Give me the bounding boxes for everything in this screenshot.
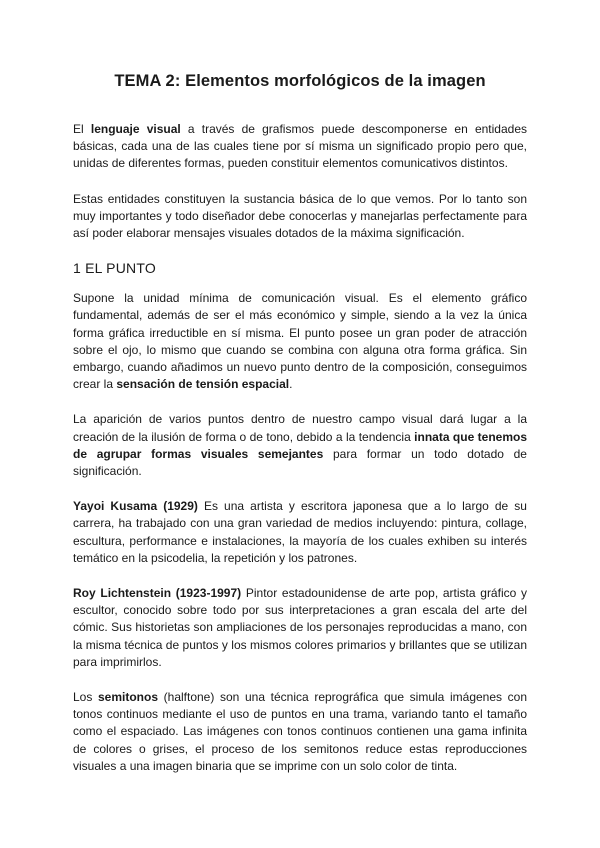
text-run: La aparición de varios puntos dentro de nuestro campo visual dará lugar a la creación de la ilusión de forma o de tono, debido a la tendencia: [73, 412, 527, 444]
lichtenstein-paragraph: [73, 585, 527, 671]
text-run: Supone la unidad mínima de comunicación visual. Es el elemento gráfico fundamental, además de ser el más económico y simple, siendo a la vez la única forma gráfica irreductible en sí misma. El punto posee un gran poder de atracción sobre el ojo, lo mismo que cuando se combina con alguna otra forma gráfica. Sin embargo, cuando añadimos un nuevo punto dentro de la composición, conseguimos crear la: [73, 291, 527, 392]
semitonos-paragraph: [73, 689, 527, 775]
bold-term-agrupar-formas: innata que tenemos de agrupar formas visuales semejantes: [73, 429, 528, 461]
intro-paragraph-1: [73, 121, 527, 173]
text-run: El: [73, 122, 91, 136]
intro-paragraph-2: Estas entidades constituyen la sustancia básica de lo que vemos. Por lo tanto son muy importantes y todo diseñador debe conocerlas y manejarlas perfectamente para así poder elaborar mensajes visuales dotados de la máxima significación.: [73, 191, 527, 241]
page-title: TEMA 2: Elementos morfológicos de la imagen: [114, 72, 486, 90]
bold-term-semitonos: semitonos: [98, 690, 159, 705]
text-run: a través de grafismos puede descomponerse en entidades básicas, cada una de las cuales tiene por sí misma un significado propio pero que, unidas de diferentes formas, pueden constituir elementos comunicativos distintos.: [73, 122, 527, 171]
section-heading-el-punto: 1 EL PUNTO: [73, 260, 156, 277]
bold-term-tension-espacial: sensación de tensión espacial: [116, 377, 290, 392]
kusama-paragraph: [73, 498, 527, 567]
text-run: para formar un todo dotado de significación.: [73, 446, 527, 479]
bold-name-lichtenstein: Roy Lichtenstein (1923-1997): [73, 586, 242, 601]
text-run: Pintor estadounidense de arte pop, artista gráfico y escultor, conocido sobre todo por sus interpretaciones a gran escala del arte del cómic. Sus historietas son ampliaciones de los personajes reproducidas a mano, con la misma técnica de puntos y los mismos colores primarios y brillantes que se utilizan para imprimirlos.: [73, 586, 527, 669]
punto-paragraph-1: [73, 290, 527, 393]
text-run: Los: [73, 690, 98, 705]
bold-term-lenguaje-visual: lenguaje visual: [90, 122, 181, 136]
punto-paragraph-2: [73, 411, 527, 480]
text-run: (halftone) son una técnica reprográfica que simula imágenes con tonos continuos mediante el uso de puntos en una trama, variando tanto el tamaño como el espaciado. Las imágenes con tonos continuos contienen una gama infinita de colores o grises, el proceso de los semitonos reduce estas reproducciones visuales a una imagen binaria que se imprime con un solo color de tinta.: [73, 690, 527, 773]
text-run: Es una artista y escritora japonesa que a lo largo de su carrera, ha trabajado con una gran variedad de medios incluyendo: pintura, collage, escultura, performance e instalaciones, la mayoría de los cuales exhiben su interés temático en la psicodelia, la repetición y los patrones.: [73, 499, 527, 565]
text-run: .: [289, 377, 293, 392]
bold-name-kusama: Yayoi Kusama (1929): [73, 499, 198, 514]
